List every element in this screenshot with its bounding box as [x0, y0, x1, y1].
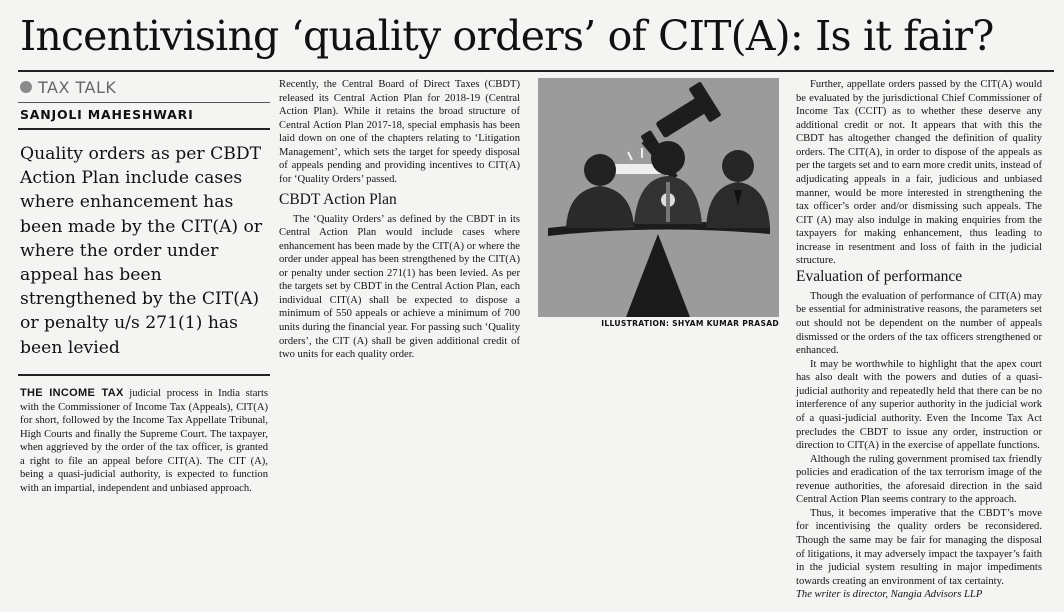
gavel-scale-illustration	[538, 78, 779, 317]
subheading: CBDT Action Plan	[279, 190, 397, 208]
illustration-credit: ILLUSTRATION: SHYAM KUMAR PRASAD	[601, 319, 779, 328]
article-paragraph	[20, 387, 268, 496]
article-column-2	[279, 78, 520, 362]
section-kicker	[20, 77, 116, 97]
article-paragraph: Although the ruling government promised tax friendly policies and eradication of the tax terrorism image of the revenue authorities, the aforesaid direction in the said Central Action Plan seems contrary to the approach.	[796, 453, 1042, 506]
illustration	[538, 78, 779, 317]
article-paragraph: Further, appellate orders passed by the CIT(A) would be evaluated by the jurisdictional Chief Commissioner of Income Tax (CCIT) as to whether these deserve any additional credit or not. It appears that with this the CBDT has altogether changed the definition of quality orders. The CIT(A), in order to dispose of the appeals as per the targets set and to earn more credit units, instead of adjudicating appeals in a fair, judicious and unbiased manner, would be more interested in strengthening the tax officer’s order and/or dismissing such appeals. The CIT (A) may also indulge in making enquiries from the taxpayers for making enhancement, thus leading to increase in resentment and loss of faith in the judicial structure.	[796, 79, 1042, 267]
headline-rule	[18, 70, 1054, 72]
headline: Incentivising ‘quality orders’ of CIT(A): Is it fair?	[20, 12, 994, 60]
kicker-rule	[18, 102, 270, 103]
byline: SANJOLI MAHESHWARI	[20, 107, 194, 122]
kicker-label: TAX TALK	[38, 77, 117, 97]
byline-rule	[18, 128, 270, 130]
article-paragraph: Thus, it becomes imperative that the CBDT’s move for incentivising the quality orders be reconsidered. Though the same may be fair for managing the disposal of litigations, it may adversely impact the taxpayer’s faith in the judicial system resulting in major impediments towards creating an environment of tax certainty.	[796, 507, 1042, 587]
pull-quote-rule	[18, 374, 270, 376]
lead-in: THE INCOME TAX	[20, 387, 124, 399]
subheading: Evaluation of performance	[796, 267, 963, 285]
article-column-4	[796, 78, 1042, 602]
author-signature: The writer is director, Nangia Advisors LLP	[796, 589, 983, 601]
pull-quote: Quality orders as per CBDT Action Plan include cases where enhancement has been made by the CIT(A) or where the order under appeal has been strengthened by the CIT(A) or penalty u/s 271(1) has been levied	[20, 144, 263, 358]
paragraph-text: judicial process in India starts with the Commissioner of Income Tax (Appeals), CIT(A) for short, followed by the Income Tax Appellate Tribunal, High Courts and finally the Supreme Court. The taxpayer, when aggrieved by the order of the tax officer, is granted a right to file an appeal before CIT(A). The CIT (A), being a quasi-judicial authority, is expected to function with an impartial, independent and unbiased approach.	[20, 388, 269, 494]
article-paragraph: It may be worthwhile to highlight that the apex court has also dealt with the powers and duties of a quasi-judicial authority and repeatedly held that there can be no interference of any superior authority in the judicial work of a quasi-judicial authority. Even the Income Tax Act precludes the CBDT to issue any order, instruction or direction to CIT(A) in the exercise of appellate functions.	[796, 358, 1042, 452]
article-paragraph: Recently, the Central Board of Direct Taxes (CBDT) released its Central Action Plan for 2018-19 (Central Action Plan). While it retains the broad structure of Central Action Plan 2017-18, special emphasis has been laid down on one of the chapters relating to ‘Litigation Management’, which sets the target for speedy disposal of appeals pending and providing incentives to CIT(A) for ‘Quality Orders’ passed.	[279, 79, 520, 185]
article-paragraph: Though the evaluation of performance of CIT(A) may be essential for administrative reasons, the parameters set out should not be dependent on the number of appeals dismissed or the orders of the tax officers strengthened or enhanced.	[796, 290, 1042, 357]
article-column-1	[20, 387, 268, 496]
article-paragraph: The ‘Quality Orders’ as defined by the CBDT in its Central Action Plan would include cases where enhancement has been made by the CIT(A) or where the order under appeal has been strengthened by the CIT(A) or penalty under section 271(1) has been levied. As per the targets set by CBDT in the Central Action Plan, each individual CIT(A) shall be expected to dispose a minimum of 550 appeals or achieve a minimum of 700 units during the financial year. For passing such ‘Quality orders’, the CIT (A) shall be given additional credit of two units for each quality order.	[279, 213, 520, 361]
bullet-icon	[20, 81, 32, 93]
